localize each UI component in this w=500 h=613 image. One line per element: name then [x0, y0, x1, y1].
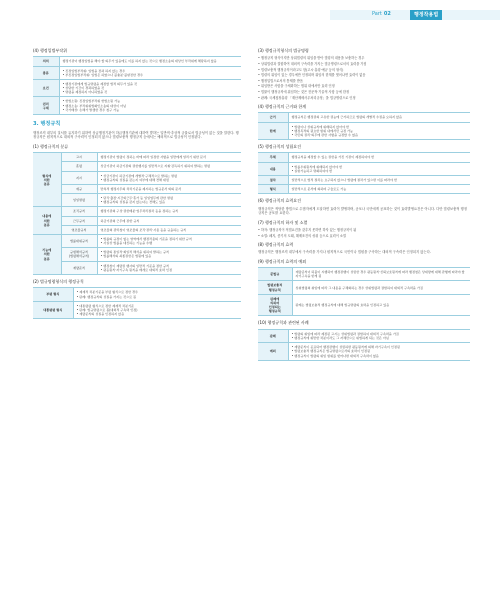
table-row — [33, 194, 241, 207]
section-heading: (10) 행정규칙과 관련된 사례 — [258, 320, 309, 326]
table-row — [258, 343, 470, 361]
left-column — [33, 44, 241, 323]
group-key: 기능에 의한 분류 — [33, 234, 61, 274]
table-row — [258, 294, 470, 316]
row-value: • 재량준칙이 공표되어 행정관행이 성립하면 평등원칙에 의해 자기구속이 인정됨 • 법령보충적 행정규칙은 법규명령으로서의 효력이 인정됨 • 행정규칙이 법령의 위임 범위를 벗어나면 대외적 구속력이 없음 — [288, 343, 470, 361]
list-item: • 위임받은 사항을 구체화하는 범위 내에서만 효력 인정 — [258, 84, 335, 89]
row-key: 고시 — [61, 153, 97, 162]
row-key: 영조물규칙 — [61, 225, 97, 234]
row-value: 행정규칙을 제정할 수 있는 권한을 가진 기관이 제정하여야 함 — [288, 153, 470, 162]
row-value: 하급기관의 근무에 관한 규칙 — [97, 216, 241, 225]
section-paragraph: 행정규칙은 적당한 방법으로 수범자에게 도달하면 효력이 발생하며, 공포나 국민에게 공표하는 것이 효력발생요건은 아니다. 다만 법령보충적 행정규칙은 공포를 요한다. — [258, 206, 467, 216]
table-row — [258, 281, 470, 294]
list-item: • 판례: 국세청장훈령 「재산제세사무처리규정」을 법규명령으로 인정 — [258, 95, 356, 100]
section-heading: (4) 행정입법부작위 — [33, 48, 67, 53]
row-value: 행정규칙은 행정권의 고유한 권능에 근거하므로 법령의 개별적 수권을 요하지 않음 — [288, 113, 470, 122]
row-key: 절차 — [258, 175, 288, 184]
list-item: • 하자: 행정규칙이 적법요건을 갖추지 못하면 하자 있는 행정규칙이 됨 — [258, 227, 357, 232]
list-item: • 행정규칙 형식이지만 상위법령의 위임을 받아 법령의 내용을 보충하는 경우 — [258, 56, 365, 61]
row-value: • 행정기관에게 법규명령을 제정할 법적 의무가 있을 것 • 상당한 기간이 경과하였을 것 • 명령을 제정하지 아니하였을 것 — [59, 79, 241, 97]
row-key: 준법규 — [258, 268, 292, 281]
page-header — [0, 0, 500, 20]
row-value: 판례는 법령보충적 행정규칙에 대해 법규명령의 효력을 인정하고 있음 — [292, 294, 470, 316]
table-row — [33, 79, 241, 97]
list-item: • 법령의 위임이 있는 경우에만 인정되며 위임의 한계를 벗어나면 효력이 없음 — [258, 73, 366, 78]
related-cases-table — [258, 329, 470, 361]
row-value: 영조물의 관리청이 영조물의 조직·관리·사용 등을 규율하는 규칙 — [97, 225, 241, 234]
row-value: 반복적 행정사무의 처리기준을 제시하는 법규문서 외의 문서 — [97, 184, 241, 193]
formation-requirements-table — [258, 152, 470, 194]
list-item: • 소멸: 폐지, 종기의 도래, 해제조건의 성취 등으로 효력이 소멸 — [258, 233, 346, 238]
row-value: 일반적으로 법적 절차는 요구되지 않으나 법령에 절차가 있으면 이를 따라야 함 — [288, 175, 470, 184]
table-row — [33, 66, 241, 79]
row-key: 일일명령 — [61, 194, 97, 207]
table-row — [258, 268, 470, 281]
bullet-list — [258, 56, 470, 100]
section-heading: (7) 행정규칙의 하자 및 소멸 — [258, 219, 308, 225]
row-key: 판례 — [258, 329, 288, 342]
part-label: Part 02 — [372, 11, 391, 17]
row-key: 예규 — [61, 184, 97, 193]
row-key: 대통령령 형식 — [33, 301, 73, 319]
row-key: 의의 — [33, 57, 59, 66]
list-item: • 법률이 행정규칙에 위임하는 것은 전문적·기술적 사항 등에 한정 — [258, 90, 350, 95]
row-value: • 대통령령 형식으로 정한 제재적 처분기준 • 판례: 법규명령으로 봄(대외적 구속력 인정) • 재량준칙의 성질을 인정하지 않음 — [73, 301, 241, 319]
row-key: 조직규칙 — [61, 207, 97, 216]
row-value: 일반적으로 문서에 의하며 구술로도 가능 — [288, 185, 470, 194]
row-key: 요건 — [33, 79, 59, 97]
admin-rule-classification-table — [33, 152, 241, 275]
row-value: • 진정입법부작위: 입법을 전혀 하지 않는 경우 • 부진정입법부작위: 입법은 하였으나 불충분·불완전한 경우 — [59, 66, 241, 79]
table-row — [33, 57, 241, 66]
row-value: • 상급기관이 하급기관에 개별적·구체적으로 발하는 명령 • 행정규칙의 성질을 갖는지 여부에 대해 견해 대립 — [97, 171, 241, 184]
row-key: 지시 — [61, 171, 97, 184]
row-key: 예외 — [258, 343, 288, 361]
section-heading: (6) 행정규칙의 효력요건 — [258, 198, 301, 204]
admin-legislation-omission-table — [33, 56, 241, 115]
row-key: 근거 — [258, 113, 288, 122]
table-row — [258, 175, 470, 184]
row-value: • 법률우위원칙에 위배되지 않아야 함 • 실현가능하고 명확하여야 함 — [288, 162, 470, 175]
row-key: 권리 구제 — [33, 97, 59, 115]
row-key: 훈령 — [61, 162, 97, 171]
row-key: 근무규칙 — [61, 216, 97, 225]
section-heading: (8) 행정규칙의 효력 — [258, 241, 294, 247]
table-row — [33, 216, 241, 225]
table-row — [258, 185, 470, 194]
bullet-list — [258, 228, 470, 238]
group-key: 형식에 의한 분류 — [33, 153, 61, 207]
section-heading: (9) 행정규칙의 효력의 예외 — [258, 258, 307, 264]
table-row — [33, 234, 241, 247]
section-heading: (5) 행정규칙의 성립요건 — [258, 144, 301, 150]
section-heading: (2) 법규명령형식의 행정규칙 — [33, 278, 84, 284]
table-row — [33, 153, 241, 162]
row-key: 규범해석규칙 (법령해석규칙) — [61, 248, 97, 261]
row-value: 행정기관이 법령이 정하는 바에 따라 일정한 사항을 일반에게 알리기 위한 문서 — [97, 153, 241, 162]
row-key: 주체 — [258, 153, 288, 162]
section-heading: (3) 행정규칙형식의 법규명령 — [258, 48, 309, 53]
decree-form-rule-table — [33, 287, 241, 319]
right-column — [258, 44, 470, 365]
section-paragraph: 행정조직 내부의 질서를 유지하기 위하여 상급행정기관이 하급행정기관에 대하여 발하는 일반적·추상적 규율로서 법규성이 없는 것을 말한다. 행정규칙은 원칙적으로 대외적 구속력이 인정되지 않으나 법령보충적 행정규칙 등에서는 예외적으로 법규성이 인정된다. — [33, 130, 239, 140]
table-row — [33, 171, 241, 184]
table-row — [258, 329, 470, 342]
table-row — [33, 225, 241, 234]
row-key: 한계 — [258, 122, 288, 140]
group-key: 내용에 의한 분류 — [33, 207, 61, 235]
row-key: 종류 — [33, 66, 59, 79]
row-value: 행정기관의 구성·권한배분·업무처리절차 등을 정하는 규칙 — [97, 207, 241, 216]
table-row — [33, 248, 241, 261]
row-key: 형식 — [258, 185, 288, 194]
section-heading: (4) 행정규칙의 근거와 한계 — [258, 103, 307, 109]
section-title: 3. 행정규칙 — [33, 120, 61, 127]
table-row — [33, 261, 241, 274]
table-row — [33, 184, 241, 193]
list-item: • 상위법령과 결합하여 대외적 구속력을 가지는 법규명령으로서의 효력을 가짐 — [258, 62, 367, 66]
table-row — [258, 122, 470, 140]
row-key: 부령 형식 — [33, 288, 73, 301]
row-key: 법률대위규칙 — [61, 234, 97, 247]
row-value: 재량준칙이 되풀이 시행되어 행정관행이 성립한 경우 평등원칙·신뢰보호원칙에 따라 행정청은 상대방에 대해 관행에 따라야 할 자기구속을 받게 됨 — [292, 268, 470, 281]
row-value: • 법령의 통일적·획일적 해석을 위하여 발하는 규칙 • 법률해석의 최종권한은 법원에 있음 — [97, 248, 241, 261]
row-value: 상위법령의 위임에 따라 그 내용을 구체화하는 경우 상위법령과 결합하여 대외적 구속력을 가짐 — [292, 281, 470, 294]
chapter-title: 행정작용법 — [410, 10, 442, 20]
row-value: • 법령의 위임에 따라 제정된 고시는 상위법령과 결합하여 대외적 구속력을 가짐 • 행정규칙에 위반한 처분이라도 그 자체만으로 위법하게 되는 것은 아님 — [288, 329, 470, 342]
list-item: • 법령보충적 행정규칙이라고도 함(고시·훈령·예규 등의 형식) — [258, 67, 344, 72]
row-value: • 법률의 규정이 없는 영역에서 행정작용의 기준을 정하기 위한 규칙 • 사실상 법률을 대신하는 기능을 수행 — [97, 234, 241, 247]
table-row — [258, 153, 470, 162]
table-row — [33, 207, 241, 216]
table-row — [33, 288, 241, 301]
row-key: 내용 — [258, 162, 288, 175]
list-item: • 행정입법으로서의 통제를 받음 — [258, 78, 303, 83]
effect-exception-table — [258, 267, 470, 316]
section-paragraph: 행정규칙은 행정조직 내부에서 구속력을 가지나 원칙적으로 국민이나 법원을 구속하는 대외적 구속력은 인정되지 않는다. — [258, 250, 431, 255]
row-key: 재량준칙 — [61, 261, 97, 274]
row-value: 행정기관이 행정입법을 해야 할 의무가 있음에도 이를 하지 않는 것으로 행정소송의 대상인 부작위에 해당하지 않음 — [59, 57, 241, 66]
row-value: 상급기관이 하급기관의 권한행사를 일반적으로 지휘·감독하기 위하여 발하는 명령 — [97, 162, 241, 171]
row-value: • 제재적 처분기준을 부령 형식으로 정한 경우 • 판례: 행정규칙의 성질을 가지는 것으로 봄 — [73, 288, 241, 301]
row-value: • 헌법소원: 진정입법부작위 헌법소원 가능 • 행정소송: 부작위위법확인소송의 대상이 아님 • 국가배상: 손해가 발생한 경우 청구 가능 — [59, 97, 241, 115]
table-row — [33, 162, 241, 171]
row-key: 법령보충적 행정규칙 — [258, 281, 292, 294]
section-heading: (1) 행정규칙의 분류 — [33, 143, 69, 149]
basis-limit-table — [258, 112, 470, 140]
row-value: • 당직·출장·시간외근무·휴가 등 일일업무에 관한 명령 • 행정규칙의 성질을 갖지 않는다는 견해도 있음 — [97, 194, 241, 207]
table-row — [258, 162, 470, 175]
row-value: • 행정청이 재량권 행사의 일반적 기준을 정한 규칙 • 평등원칙·자기구속 원칙을 매개로 대외적 효력 인정 — [97, 261, 241, 274]
row-value: • 법령이나 상위규칙에 위배되지 않아야 함 • 행정목적의 필요한 범위 내에서만 규정 가능 • 국민의 권리·의무에 관한 사항을 규정할 수 없음 — [288, 122, 470, 140]
row-key: 판례에 의하여 인정되는 행정규칙 — [258, 294, 292, 316]
table-row — [258, 113, 470, 122]
table-row — [33, 97, 241, 115]
table-row — [33, 301, 241, 319]
